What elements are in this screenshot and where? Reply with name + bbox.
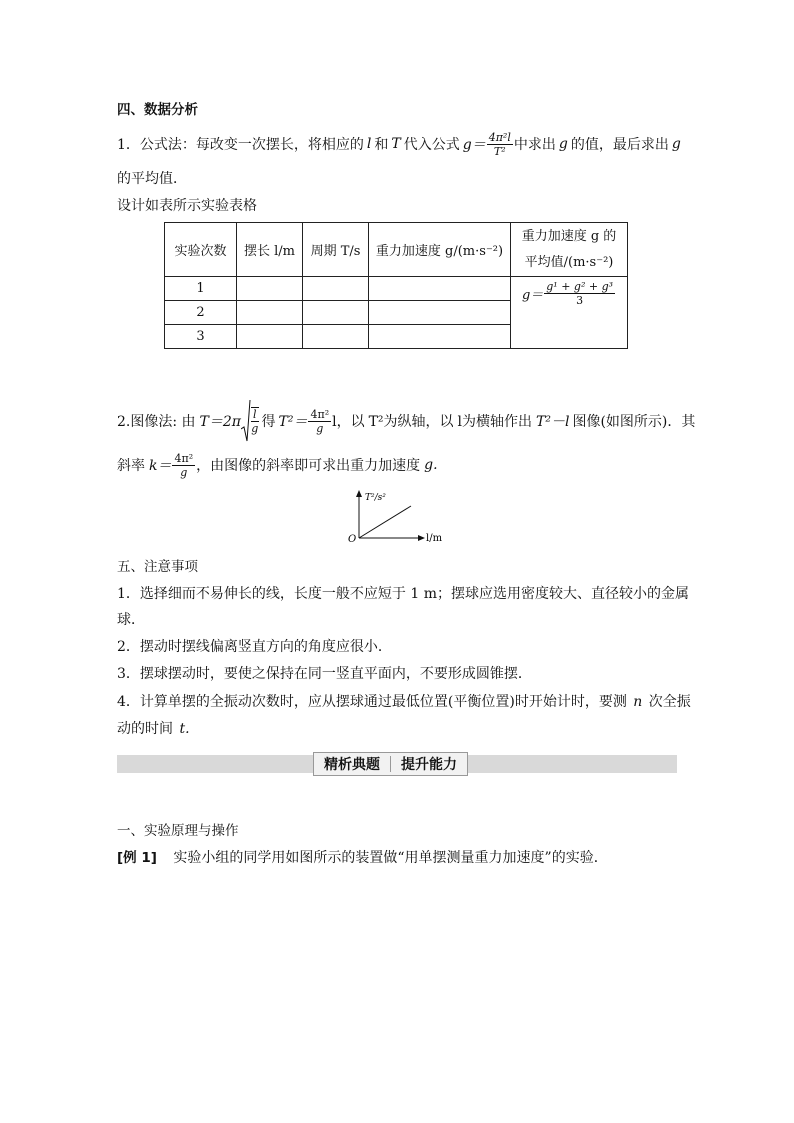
section-heading-data-analysis: 四、数据分析 xyxy=(117,102,198,118)
banner-right-label: 提升能力 xyxy=(401,757,457,773)
item2-text-a: 2.图像法: 由 xyxy=(117,414,196,430)
example-text: 实验小组的同学用如图所示的装置做“用单摆测量重力加速度”的实验． xyxy=(173,850,608,866)
table-header-average-line2: 平均值/(m·s⁻²) xyxy=(524,254,614,270)
table-cell xyxy=(237,301,303,325)
experiment-table xyxy=(164,222,628,349)
item2-fraction-numerator: 4π² xyxy=(310,407,330,421)
table-cell xyxy=(237,325,303,349)
item1-text-a: 1．公式法：每改变一次摆长，将相应的 xyxy=(117,137,364,153)
item2-text-e: l为横轴作出 xyxy=(457,414,533,430)
item1-var-g1: g xyxy=(558,136,568,152)
formula-g-numerator: 4π²l xyxy=(488,130,511,144)
table-header-trial: 实验次数 xyxy=(165,223,237,277)
item2-T-eq: T＝2π xyxy=(199,414,241,430)
graph-line xyxy=(359,506,411,538)
item1-text-d: 中求出 xyxy=(513,137,556,153)
table-average-formula xyxy=(511,277,628,349)
banner-left-label: 精析典题 xyxy=(324,757,380,773)
table-row-2-trial: 2 xyxy=(165,301,237,325)
item1-line1 xyxy=(117,126,681,162)
precaution-4-line2 xyxy=(117,718,190,738)
table-row-1-trial: 1 xyxy=(165,277,237,301)
table-cell xyxy=(303,277,369,301)
graph-x-arrow-icon xyxy=(418,535,425,541)
precaution-4-text-b: 次全振 xyxy=(648,694,691,710)
precaution-1-line2: 球． xyxy=(117,612,145,628)
table-header-gravity: 重力加速度 g/(m·s⁻²) xyxy=(369,223,511,277)
table-cell xyxy=(369,277,511,301)
item2-text-d: T²为纵轴，以 xyxy=(368,414,454,430)
item2-line2 xyxy=(117,446,438,484)
table-cell xyxy=(237,277,303,301)
precaution-1-line1: 1．选择细而不易伸长的线，长度一般不应短于 1 m；摆球应选用密度较大、直径较小的金属 xyxy=(117,586,689,602)
t2-l-graph xyxy=(345,488,445,550)
item2-line2-text-b: ，由图像的斜率即可求出重力加速度 xyxy=(196,458,421,474)
item2-fraction xyxy=(308,408,331,435)
graph-y-label: T²/s² xyxy=(365,493,386,503)
sqrt-numerator: l xyxy=(252,408,257,421)
avg-formula-lhs: g＝ xyxy=(521,288,544,303)
graph-origin-label: O xyxy=(348,534,357,545)
sqrt-sign-icon xyxy=(241,399,251,443)
item2-text-f: T²－l xyxy=(536,414,570,430)
avg-formula-denominator: 3 xyxy=(576,294,584,307)
sqrt-denominator: g xyxy=(251,422,259,435)
sqrt-fraction xyxy=(251,407,259,435)
sqrt-expression xyxy=(241,399,259,443)
precaution-3: 3．摆球摆动时，要使之保持在同一竖直平面内，不要形成圆锥摆． xyxy=(117,666,532,682)
item1-var-g2: g xyxy=(671,136,681,152)
table-cell xyxy=(303,325,369,349)
item1-line2: 的平均值． xyxy=(117,171,187,187)
item1-var-l: l xyxy=(366,136,372,152)
example-tag: [例 1] xyxy=(117,850,157,866)
example-1-line xyxy=(117,846,608,867)
graph-x-label: l/m xyxy=(426,533,443,544)
item2-line2-text-a: 斜率 xyxy=(117,458,145,474)
item2-line1 xyxy=(117,398,695,444)
precaution-4-var-t: t. xyxy=(179,721,190,737)
section-heading-precautions: 五、注意事项 xyxy=(117,559,198,575)
item2-text-c: l，以 xyxy=(332,414,365,430)
precaution-4-text-c: 动的时间 xyxy=(117,721,173,737)
table-cell xyxy=(369,301,511,325)
item2-fraction-denominator: g xyxy=(316,421,324,435)
item2-line2-g: g. xyxy=(424,457,438,473)
item1-text-e: 的值，最后求出 xyxy=(570,137,669,153)
graph-y-arrow-icon xyxy=(356,490,362,497)
item2-text-g: 图像(如图所示)．其 xyxy=(572,414,696,430)
item2-T2-eq: T²＝ xyxy=(278,414,308,430)
item2-slope-fraction xyxy=(172,452,195,479)
item2-slope-k: k＝ xyxy=(149,458,172,474)
table-header-average-line1: 重力加速度 g 的 xyxy=(521,228,617,244)
table-header-period: 周期 T/s xyxy=(303,223,369,277)
item2-text-b: 得 xyxy=(261,414,276,430)
formula-g-lhs: g＝ xyxy=(462,137,486,153)
formula-g-denominator: T² xyxy=(493,144,506,158)
item1-text-c: 代入公式 xyxy=(403,137,460,153)
avg-formula-numerator: g¹ + g² + g³ xyxy=(546,280,614,293)
table-header-average xyxy=(511,223,628,277)
precaution-4-text-a: 4．计算单摆的全振动次数时，应从摆球通过最低位置(平衡位置)时开始计时，要测 xyxy=(117,694,627,710)
table-header-length: 摆长 l/m xyxy=(237,223,303,277)
precaution-2: 2．摆动时摆线偏离竖直方向的角度应很小． xyxy=(117,639,392,655)
item2-slope-numerator: 4π² xyxy=(174,451,194,465)
table-intro: 设计如表所示实验表格 xyxy=(117,198,257,214)
table-cell xyxy=(303,301,369,325)
formula-g-fraction xyxy=(487,131,513,158)
section-banner xyxy=(313,752,468,776)
precaution-4-line1 xyxy=(117,691,691,711)
precaution-4-var-n: n xyxy=(633,694,643,710)
table-cell xyxy=(369,325,511,349)
avg-formula-fraction xyxy=(544,280,615,307)
section-heading-principle: 一、实验原理与操作 xyxy=(117,823,239,839)
item2-slope-denominator: g xyxy=(180,465,188,479)
table-row-3-trial: 3 xyxy=(165,325,237,349)
item1-var-T: T xyxy=(391,136,401,152)
item1-text-b: 和 xyxy=(374,137,389,153)
